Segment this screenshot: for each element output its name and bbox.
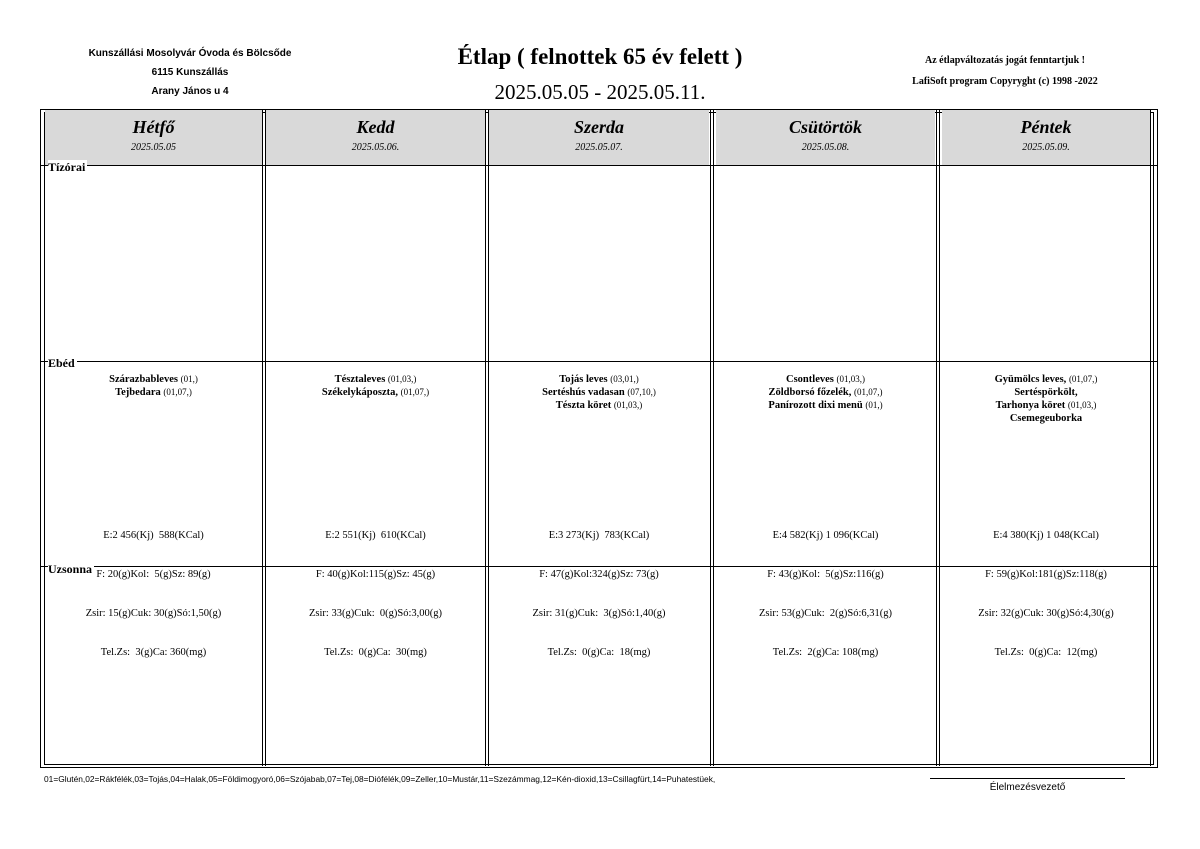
- allergen-code: (01,03,): [613, 400, 643, 410]
- dish-name: Panírozott dixi menü: [768, 400, 863, 411]
- dish-name: Szárazbableves: [109, 374, 178, 385]
- signature-label: Élelmezésvezető: [989, 782, 1066, 793]
- nutrition-line: Tel.Zs: 2(g)Ca: 108(mg): [772, 647, 879, 658]
- nutrition-energy: E:2 551(Kj) 610(KCal): [325, 530, 426, 541]
- dish-name: Tészta köret: [555, 400, 612, 411]
- signature-line: [930, 778, 1125, 779]
- nutrition-line: Zsir: 32(g)Cuk: 30(g)Só:4,30(g): [978, 608, 1114, 619]
- meal-item: [489, 373, 709, 386]
- day-name: Péntek: [1020, 117, 1072, 137]
- allergen-legend: 01=Glutén,02=Rákfélék,03=Tojás,04=Halak,05=Földimogyoró,06=Szójabab,07=Tej,08=Diófélék,09=Zeller,10=Mustár,11=Szezámmag,12=Kén-dioxid,13=Csillagfürt,14=Puhatestüek,: [44, 774, 716, 784]
- allergen-code: (01,07,): [853, 387, 883, 397]
- column-divider: [1150, 109, 1151, 766]
- nutrition-friday: [942, 503, 1150, 672]
- meal-item: [716, 386, 935, 399]
- meal-item: [489, 399, 709, 412]
- date-range: 2025.05.05 - 2025.05.11.: [494, 80, 706, 104]
- nutrition-line: Tel.Zs: 3(g)Ca: 360(mg): [100, 647, 207, 658]
- column-divider: [936, 109, 940, 766]
- day-header-wednesday: [489, 110, 709, 165]
- allergen-code: (07,10,): [627, 387, 656, 397]
- allergen-code: (01,03,): [1067, 400, 1097, 410]
- row-divider: [40, 361, 1158, 362]
- meal-item: [942, 373, 1150, 386]
- nutrition-wednesday: [489, 503, 709, 672]
- day-header-friday: [942, 110, 1150, 165]
- day-date: 2025.05.06.: [351, 142, 400, 153]
- organization-info: [60, 44, 320, 101]
- lunch-cell-tuesday: [266, 373, 485, 399]
- day-header-tuesday: [266, 110, 485, 165]
- nutrition-line: Zsir: 31(g)Cuk: 3(g)Só:1,40(g): [532, 608, 666, 619]
- org-street: Arany János u 4: [151, 86, 229, 97]
- meal-item: [942, 399, 1150, 412]
- nutrition-line: F: 59(g)Kol:181(g)Sz:118(g): [985, 569, 1107, 580]
- nutrition-energy: E:4 582(Kj) 1 096(KCal): [772, 530, 879, 541]
- meal-item: [716, 399, 935, 412]
- dish-name: Sertéshús vadasan: [542, 387, 625, 398]
- meal-item: [942, 412, 1150, 425]
- nutrition-line: Tel.Zs: 0(g)Ca: 30(mg): [324, 647, 427, 658]
- allergen-code: (01,): [180, 374, 198, 384]
- meal-item: [489, 386, 709, 399]
- day-name: Csütörtök: [788, 117, 863, 137]
- nutrition-line: F: 43(g)Kol: 5(g)Sz:116(g): [767, 569, 884, 580]
- dish-name: Tojás leves: [559, 374, 608, 385]
- section-label-morning-snack: Tízórai: [48, 160, 86, 174]
- lunch-cell-monday: [45, 373, 262, 399]
- day-name: Kedd: [356, 117, 395, 137]
- allergen-code: (01,07,): [163, 387, 192, 397]
- header-notes: [850, 50, 1160, 92]
- page-title: Étlap ( felnottek 65 év felett ): [457, 44, 743, 69]
- day-date: 2025.05.05: [131, 142, 176, 153]
- lunch-cell-thursday: [716, 373, 935, 412]
- day-name: Szerda: [573, 117, 624, 137]
- dish-name: Tésztaleves: [334, 374, 386, 385]
- meal-item: [45, 386, 262, 399]
- meal-item: [716, 373, 935, 386]
- nutrition-line: Tel.Zs: 0(g)Ca: 18(mg): [547, 647, 651, 658]
- dish-name: Csemegeuborka: [1009, 413, 1083, 424]
- nutrition-energy: E:3 273(Kj) 783(KCal): [548, 530, 650, 541]
- day-date: 2025.05.09.: [1022, 142, 1070, 153]
- nutrition-line: F: 40(g)Kol:115(g)Sz: 45(g): [315, 569, 436, 580]
- lunch-cell-friday: [942, 373, 1150, 425]
- allergen-code: (01,07,): [400, 387, 430, 397]
- day-header-thursday: [716, 110, 935, 165]
- nutrition-line: Zsir: 33(g)Cuk: 0(g)Só:3,00(g): [309, 608, 442, 619]
- dish-name: Sertéspörkölt,: [1014, 387, 1078, 398]
- day-name: Hétfő: [132, 117, 175, 137]
- nutrition-energy: E:2 456(Kj) 588(KCal): [103, 530, 204, 541]
- day-header-monday: [45, 110, 262, 165]
- dish-name: Csontleves: [786, 374, 834, 385]
- dish-name: Gyümölcs leves,: [994, 374, 1067, 385]
- meal-item: [266, 386, 485, 399]
- allergen-code: (03,01,): [610, 374, 639, 384]
- org-zip-city: 6115 Kunszállás: [151, 67, 229, 78]
- nutrition-energy: E:4 380(Kj) 1 048(KCal): [993, 530, 1099, 541]
- day-date: 2025.05.07.: [575, 142, 623, 153]
- row-divider: [40, 165, 1158, 166]
- dish-name: Zöldborsó főzelék,: [768, 387, 852, 398]
- section-label-afternoon-snack: Uzsonna: [48, 562, 93, 576]
- day-date: 2025.05.08.: [801, 142, 850, 153]
- allergen-code: (01,03,): [387, 374, 417, 384]
- copyright-text: LafiSoft program Copyryght (c) 1998 -2022: [912, 76, 1098, 87]
- nutrition-line: Zsir: 53(g)Cuk: 2(g)Só:6,31(g): [759, 608, 892, 619]
- nutrition-line: F: 47(g)Kol:324(g)Sz: 73(g): [539, 569, 659, 580]
- lunch-cell-wednesday: [489, 373, 709, 412]
- nutrition-line: Tel.Zs: 0(g)Ca: 12(mg): [994, 647, 1098, 658]
- nutrition-thursday: [716, 503, 935, 672]
- allergen-code: (01,03,): [836, 374, 865, 384]
- allergen-code: (01,07,): [1068, 374, 1098, 384]
- dish-name: Tejbedara: [115, 387, 161, 398]
- nutrition-monday: [45, 503, 262, 672]
- nutrition-line: F: 20(g)Kol: 5(g)Sz: 89(g): [96, 569, 211, 580]
- org-name: Kunszállási Mosolyvár Óvoda és Bölcsőde: [88, 48, 292, 59]
- dish-name: Tarhonya köret: [995, 400, 1066, 411]
- column-divider: [710, 109, 714, 766]
- dish-name: Székelykáposzta,: [321, 387, 398, 398]
- change-notice: Az étlapváltozatás jogát fenntartjuk !: [925, 55, 1085, 66]
- meal-item: [942, 386, 1150, 399]
- meal-item: [45, 373, 262, 386]
- nutrition-tuesday: [266, 503, 485, 672]
- meal-item: [266, 373, 485, 386]
- section-label-lunch: Ebéd: [48, 356, 75, 370]
- allergen-code: (01,): [865, 400, 883, 410]
- nutrition-line: Zsir: 15(g)Cuk: 30(g)Só:1,50(g): [85, 608, 222, 619]
